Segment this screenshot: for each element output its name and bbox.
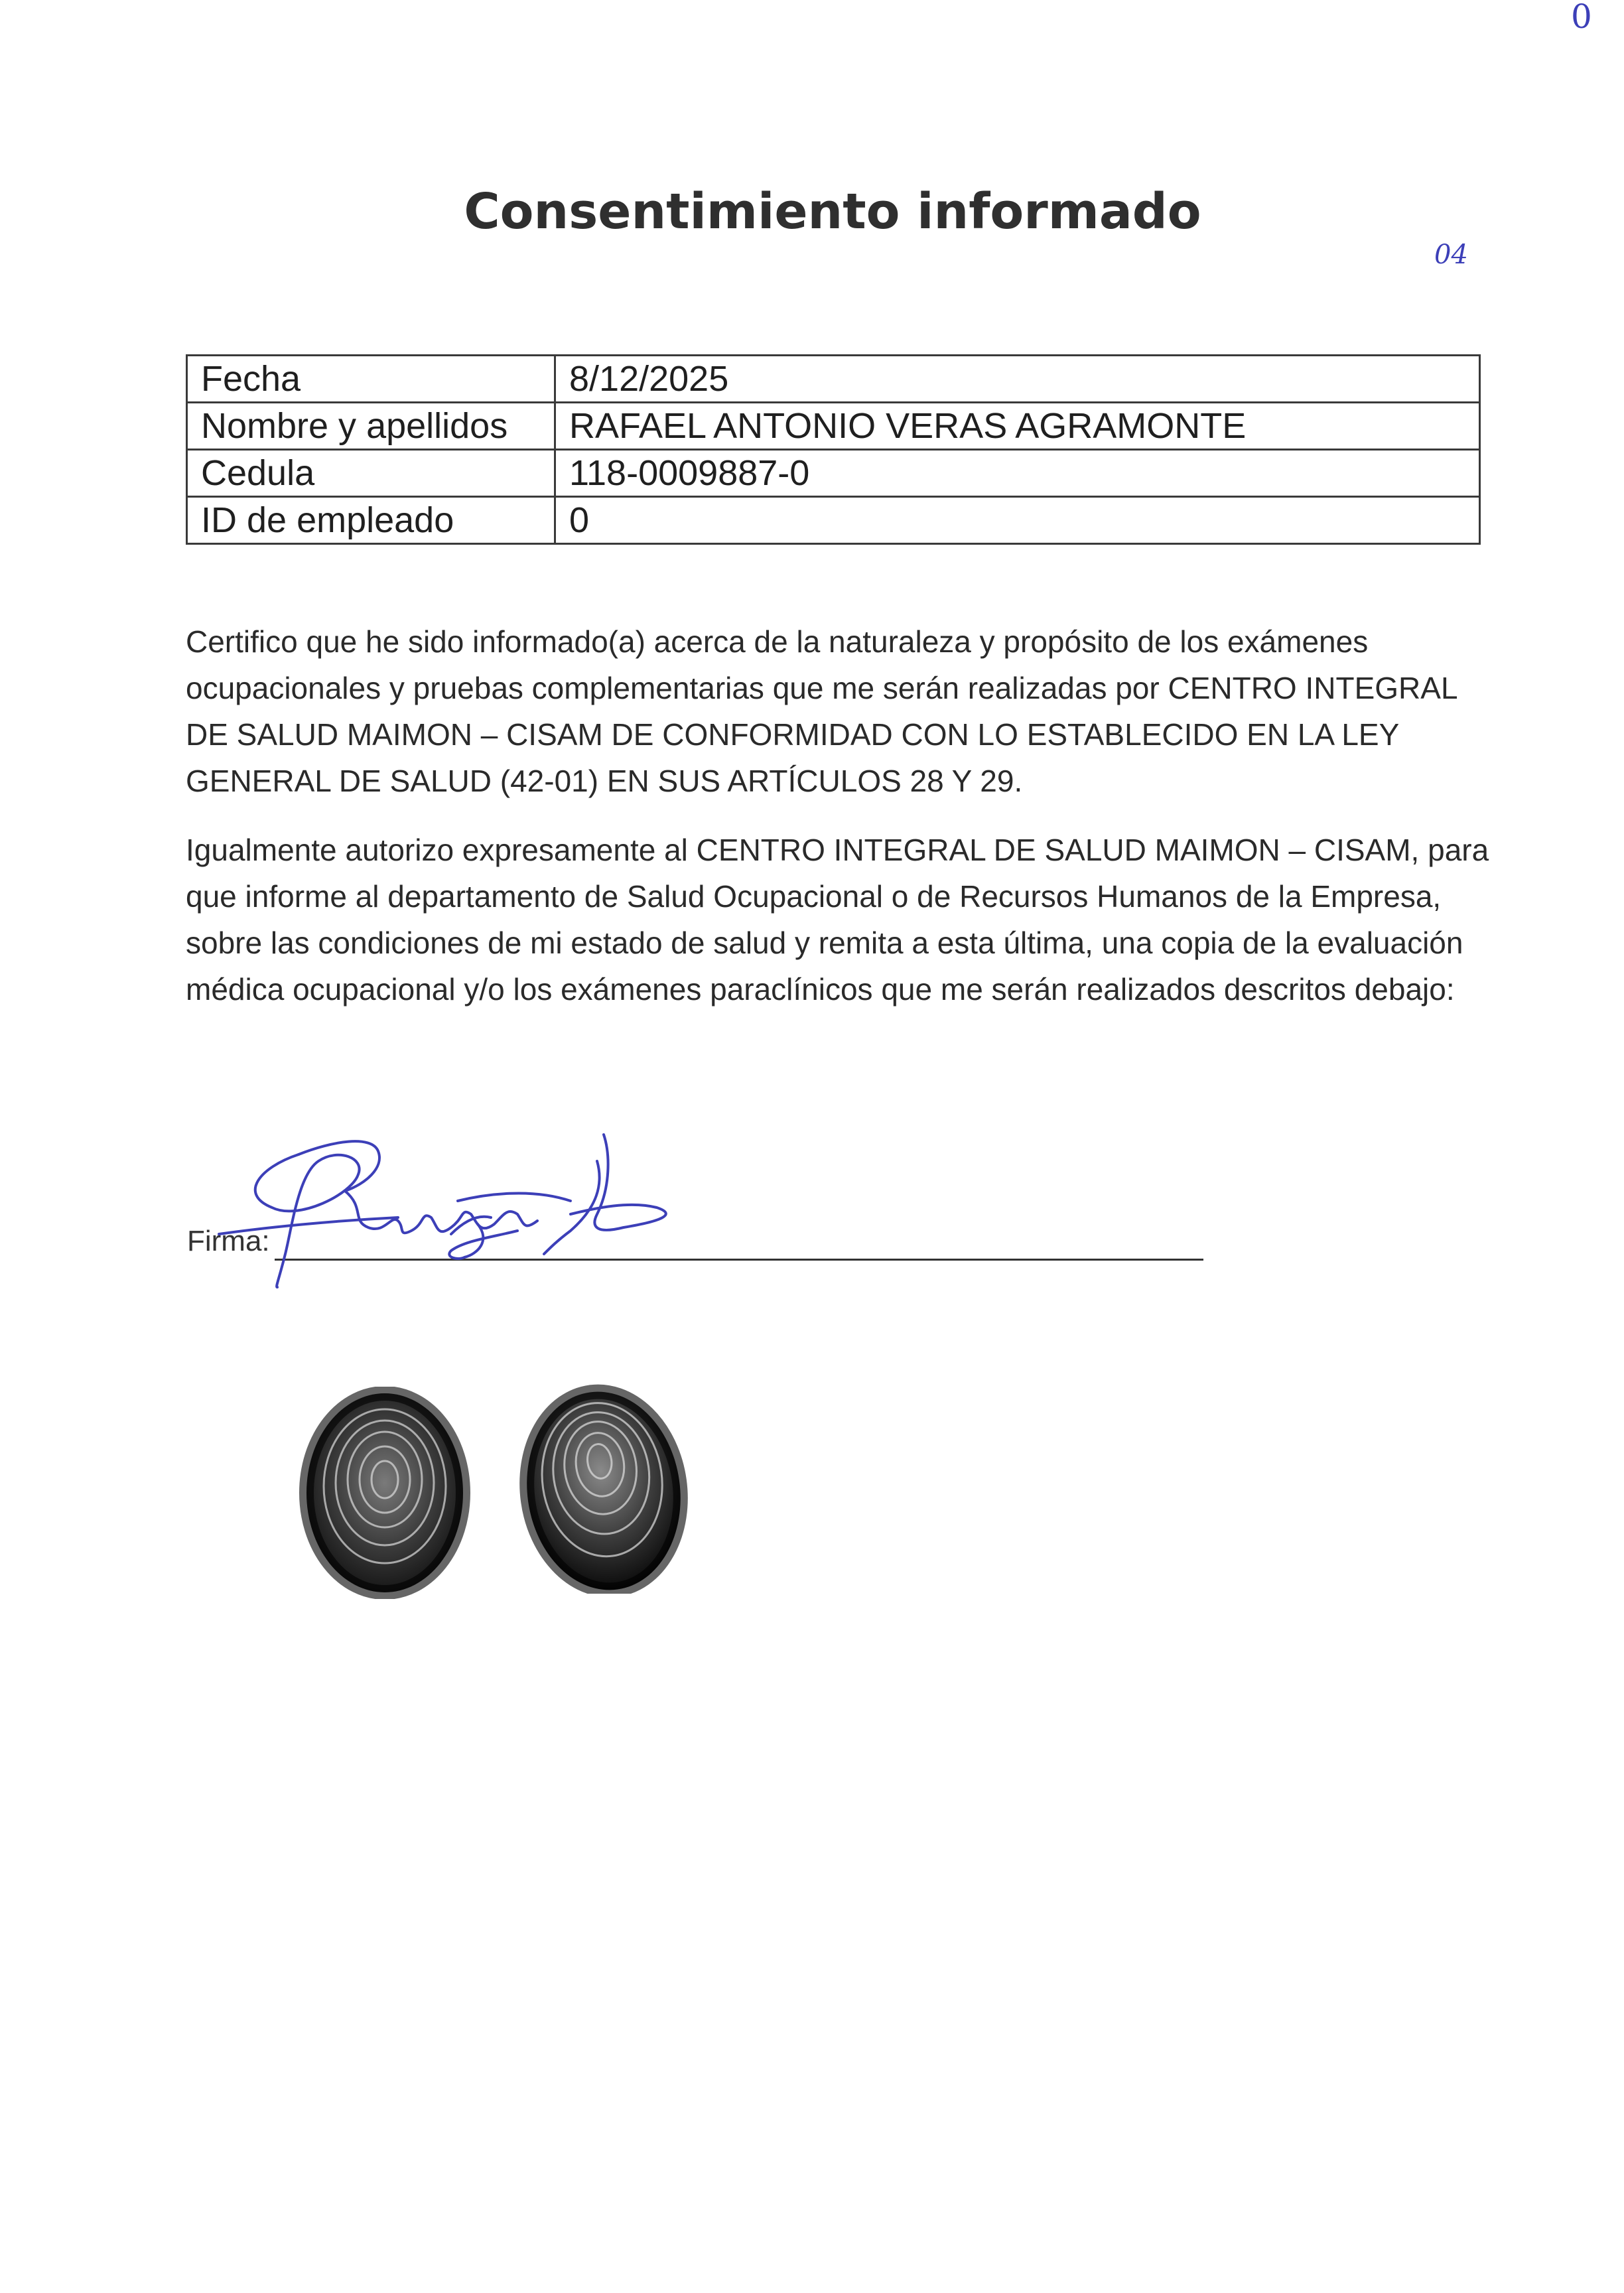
- nombre-value: RAFAEL ANTONIO VERAS AGRAMONTE: [555, 403, 1480, 450]
- handwritten-signature: [199, 1121, 677, 1294]
- cedula-label: Cedula: [187, 450, 555, 497]
- right-fingerprint: [517, 1381, 690, 1594]
- fecha-label: Fecha: [187, 356, 555, 403]
- handwritten-corner-mark: [1571, 0, 1624, 40]
- table-row: [187, 497, 1480, 544]
- table-row: [187, 403, 1480, 450]
- fecha-value: 8/12/2025: [555, 356, 1480, 403]
- cedula-value: 118-0009887-0: [555, 450, 1480, 497]
- certification-paragraph: Certifico que he sido informado(a) acerca de la naturaleza y propósito de los exámenes ocupacionales y pruebas complementarias que me serán realizadas por CENTRO INTEGRAL DE SALUD MAIMON – CISAM DE CONFORMIDAD CON LO ESTABLECIDO EN LA LEY GENERAL DE SALUD (42-01) EN SUS ARTÍCULOS 28 Y 29.: [186, 624, 1457, 798]
- page-title: Consentimiento informado: [464, 183, 1201, 240]
- handwritten-page-number: [1426, 234, 1493, 287]
- table-row: [187, 356, 1480, 403]
- authorization-paragraph: Igualmente autorizo expresamente al CENTRO INTEGRAL DE SALUD MAIMON – CISAM, para que informe al departamento de Salud Ocupacional o de Recursos Humanos de la Empresa, sobre las condiciones de mi estado de salud y remita a esta última, una copia de la evaluación médica ocupacional y/o los exámenes paraclínicos que me serán realizados descritos debajo:: [186, 833, 1489, 1007]
- left-fingerprint: [299, 1387, 471, 1599]
- employee-info-table: [186, 354, 1481, 545]
- svg-text:04: 04: [1434, 240, 1468, 270]
- table-row: [187, 450, 1480, 497]
- signature-label: Firma:: [187, 1225, 270, 1257]
- id-empleado-value: 0: [555, 497, 1480, 544]
- nombre-label: Nombre y apellidos: [187, 403, 555, 450]
- svg-text:0: 0: [1571, 0, 1592, 36]
- id-empleado-label: ID de empleado: [187, 497, 555, 544]
